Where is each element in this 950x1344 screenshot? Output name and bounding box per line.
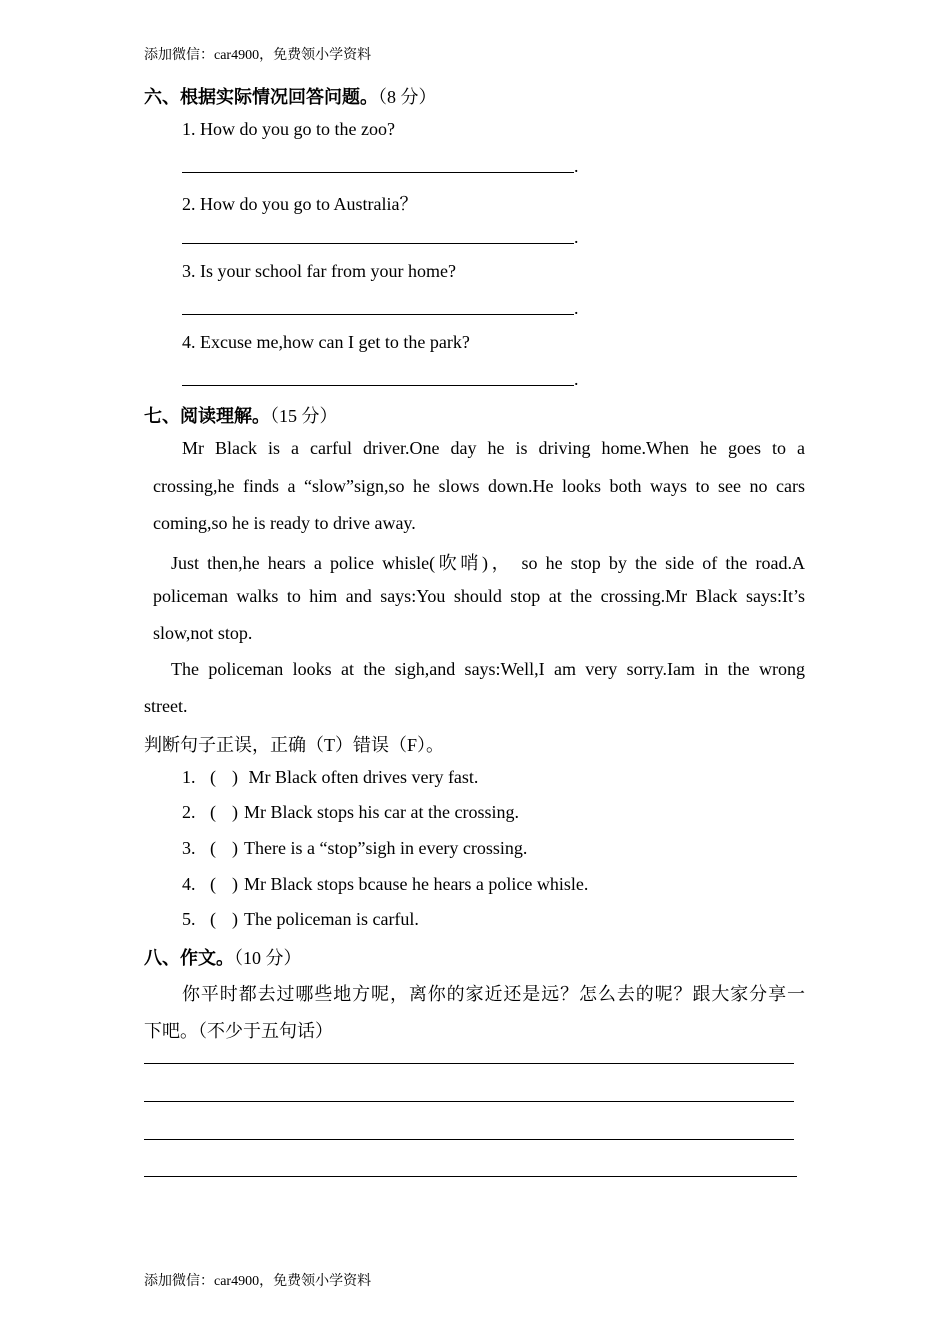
section-8-points: （10 分） xyxy=(234,948,302,968)
composition-prompt-line-2: 下吧。（不少于五句话） xyxy=(144,1021,333,1041)
tf-item-number: 2. xyxy=(182,802,196,822)
tf-item xyxy=(182,909,419,930)
passage-line: Just then,he hears a police whisle(吹哨)， so he stop by the side of the road.A xyxy=(171,553,805,573)
answer-line-1[interactable] xyxy=(182,171,574,173)
tf-item xyxy=(182,767,478,788)
answer-period-4: . xyxy=(574,369,579,389)
page-footer: 添加微信：car4900，免费领小学资料 xyxy=(144,1274,372,1289)
tf-answer-open[interactable]: ( xyxy=(210,767,216,787)
tf-answer-open[interactable]: ( xyxy=(210,802,216,822)
passage-line: street. xyxy=(144,696,188,716)
tf-item-text: The policeman is carful. xyxy=(244,909,419,929)
tf-item-number: 1. xyxy=(182,767,196,787)
passage-line: policeman walks to him and says:You should stop at the crossing.Mr Black says:It’s xyxy=(153,586,805,606)
section-7-heading xyxy=(144,402,338,428)
section-6-heading xyxy=(144,83,437,109)
tf-answer-close: ) xyxy=(232,874,238,894)
answer-period-3: . xyxy=(574,298,579,318)
answer-period-1: . xyxy=(574,156,579,176)
tf-answer-open[interactable]: ( xyxy=(210,874,216,894)
section-7-points: （15 分） xyxy=(270,406,338,426)
tf-item-text: Mr Black stops bcause he hears a police whisle. xyxy=(244,874,589,894)
tf-item-number: 3. xyxy=(182,838,196,858)
tf-answer-close: ) xyxy=(232,767,238,787)
page-header: 添加微信：car4900，免费领小学资料 xyxy=(144,48,372,63)
tf-item-number: 5. xyxy=(182,909,196,929)
tf-item-text: There is a “stop”sigh in every crossing. xyxy=(244,838,528,858)
section-7-title: 七、阅读理解。 xyxy=(144,406,270,426)
section-8-title: 八、作文。 xyxy=(144,948,234,968)
passage-line: The policeman looks at the sigh,and says:Well,I am very sorry.Iam in the wrong xyxy=(171,659,805,679)
section-6-points: （8 分） xyxy=(378,87,437,107)
section-6-title: 六、根据实际情况回答问题。 xyxy=(144,87,378,107)
tf-answer-close: ) xyxy=(232,838,238,858)
tf-answer-close: ) xyxy=(232,802,238,822)
answer-line-3[interactable] xyxy=(182,313,574,315)
writing-line[interactable] xyxy=(144,1100,794,1102)
answer-line-4[interactable] xyxy=(182,384,574,386)
tf-item-text: Mr Black stops his car at the crossing. xyxy=(244,802,519,822)
tf-item-number: 4. xyxy=(182,874,196,894)
tf-item-text: Mr Black often drives very fast. xyxy=(248,767,479,787)
passage-line: crossing,he finds a “slow”sign,so he slows down.He looks both ways to see no cars xyxy=(153,476,805,496)
question-3: 3. Is your school far from your home? xyxy=(182,261,456,281)
tf-item xyxy=(182,874,588,895)
question-1: 1. How do you go to the zoo? xyxy=(182,119,395,139)
writing-line[interactable] xyxy=(144,1175,797,1177)
answer-line-2[interactable] xyxy=(182,242,574,244)
answer-period-2: . xyxy=(574,227,579,247)
writing-line[interactable] xyxy=(144,1138,794,1140)
section-8-heading xyxy=(144,944,302,970)
question-4: 4. Excuse me,how can I get to the park? xyxy=(182,332,470,352)
passage-line: slow,not stop. xyxy=(153,623,253,643)
composition-prompt-line-1: 你平时都去过哪些地方呢，离你的家近还是远？怎么去的呢？跟大家分享一 xyxy=(182,984,805,1004)
tf-item xyxy=(182,838,527,859)
tf-answer-close: ) xyxy=(232,909,238,929)
writing-line[interactable] xyxy=(144,1062,794,1064)
passage-line: Mr Black is a carful driver.One day he is driving home.When he goes to a xyxy=(182,438,805,458)
tf-answer-open[interactable]: ( xyxy=(210,838,216,858)
passage-line: coming,so he is ready to drive away. xyxy=(153,513,416,533)
tf-answer-open[interactable]: ( xyxy=(210,909,216,929)
tf-item xyxy=(182,802,519,823)
question-2: 2. How do you go to Australia？ xyxy=(182,194,418,214)
tf-instruction: 判断句子正误，正确（T）错误（F）。 xyxy=(144,735,445,755)
